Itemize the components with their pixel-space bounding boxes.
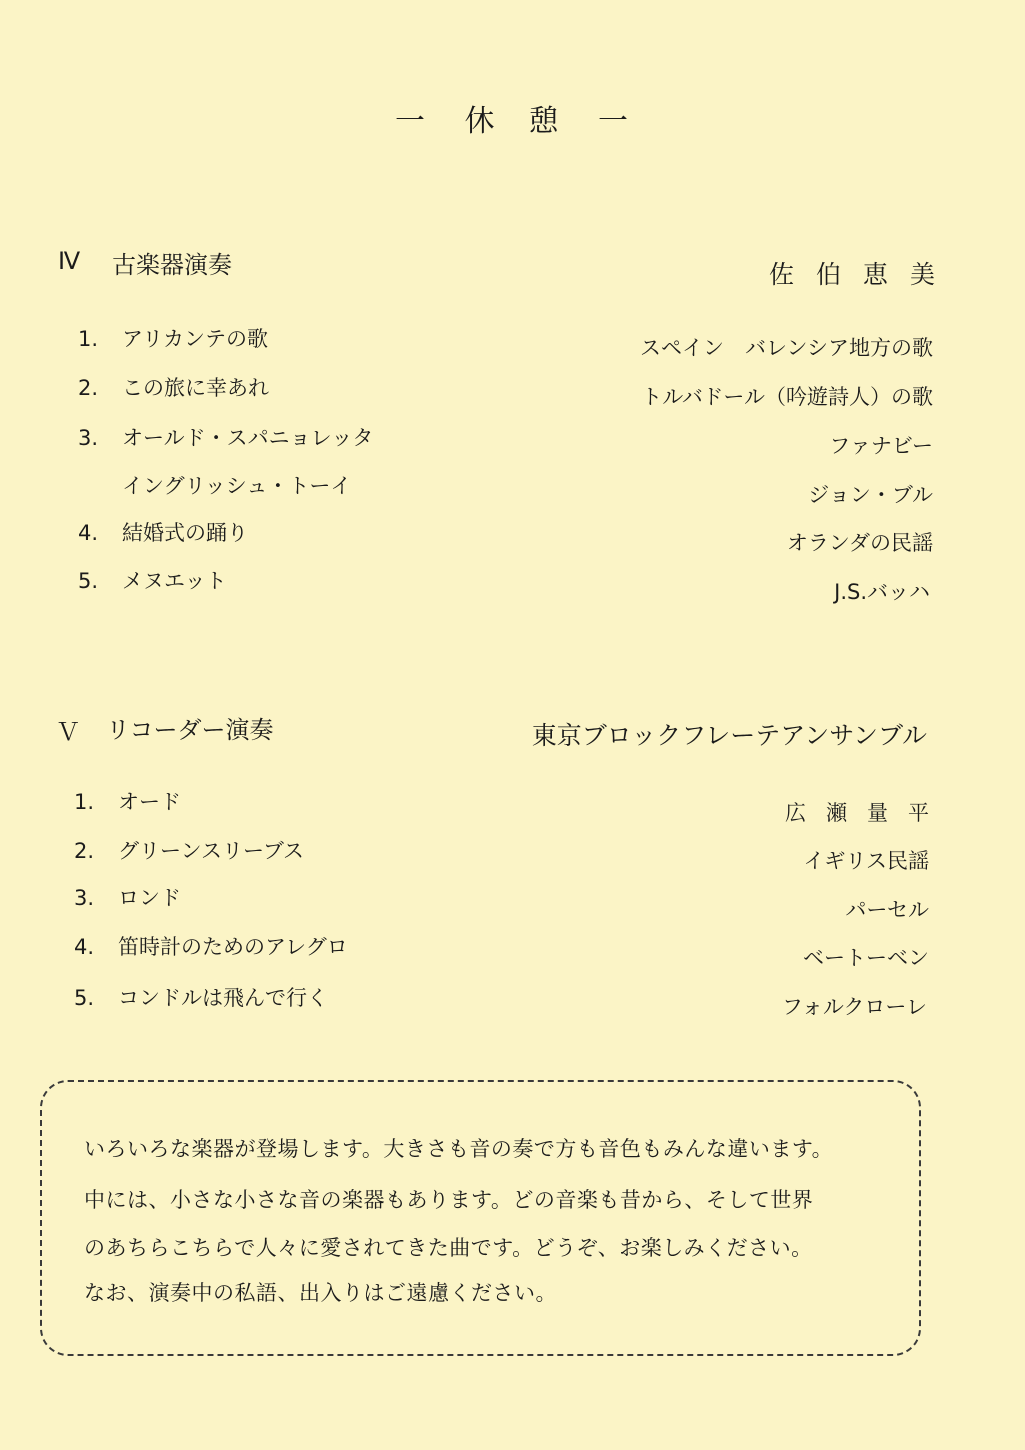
- item-number: 1.: [74, 790, 95, 814]
- program-item: [78, 517, 248, 547]
- item-number: 5.: [74, 986, 95, 1010]
- item-number: 2.: [74, 839, 95, 863]
- program-item: [78, 470, 351, 500]
- notice-line: なお、演奏中の私語、出入りはご遠慮ください。: [84, 1281, 557, 1305]
- item-number: 4.: [74, 935, 95, 959]
- section4-number: Ⅳ: [58, 249, 81, 275]
- program-item: [74, 882, 181, 912]
- item-composer: フォルクローレ: [781, 995, 927, 1019]
- program-item: [78, 323, 268, 353]
- section5-performer: 東京ブロックフレーテアンサンブル: [531, 721, 927, 750]
- item-title: メヌエット: [122, 569, 227, 593]
- item-title: オールド・スパニョレッタ: [122, 426, 374, 450]
- program-item: [78, 565, 227, 595]
- item-composer: 広瀬量平: [785, 801, 949, 825]
- item-composer: ファナビー: [829, 434, 933, 458]
- item-composer: J.S.バッハ: [834, 580, 930, 604]
- item-title: オード: [118, 790, 181, 814]
- item-title: 笛時計のためのアレグロ: [118, 935, 348, 959]
- program-item: [74, 982, 328, 1012]
- item-title: アリカンテの歌: [122, 327, 268, 351]
- item-composer: トルバドール（吟遊詩人）の歌: [641, 385, 933, 409]
- item-number: 2.: [78, 376, 99, 400]
- section4-performer: 佐伯恵美: [768, 260, 957, 289]
- item-composer: パーセル: [845, 898, 929, 922]
- section5-title: リコーダー演奏: [106, 716, 274, 744]
- item-title: コンドルは飛んで行く: [118, 986, 328, 1010]
- section5-number: Ｖ: [56, 720, 80, 746]
- notice-box: [40, 1080, 921, 1356]
- item-composer: ジョン・ブル: [808, 483, 933, 507]
- intermission-heading: 一 休 憩 一: [394, 104, 631, 139]
- item-composer: ベートーベン: [803, 946, 929, 970]
- program-item: [74, 931, 348, 961]
- item-composer: オランダの民謡: [786, 531, 933, 555]
- item-composer: スペイン バレンシア地方の歌: [640, 336, 933, 360]
- item-number: 4.: [78, 521, 99, 545]
- item-number: 3.: [74, 886, 95, 910]
- item-title: イングリッシュ・トーイ: [122, 474, 352, 498]
- item-title: ロンド: [118, 886, 181, 910]
- program-item: [74, 786, 181, 816]
- program-item: [78, 372, 269, 402]
- item-title: 結婚式の踊り: [122, 521, 248, 545]
- notice-line: いろいろな楽器が登場します。大きさも音の奏で方も音色もみんな違います。: [84, 1137, 834, 1161]
- notice-line: 中には、小さな小さな音の楽器もあります。どの音楽も昔から、そして世界: [84, 1188, 814, 1212]
- notice-line: のあちらこちらで人々に愛されてきた曲です。どうぞ、お楽しみください。: [84, 1236, 813, 1260]
- program-item: [74, 835, 304, 865]
- item-number: 3.: [78, 426, 99, 450]
- item-title: グリーンスリーブス: [118, 839, 305, 863]
- item-title: この旅に幸あれ: [122, 376, 269, 400]
- program-item: [78, 422, 373, 452]
- section4-title: 古楽器演奏: [112, 251, 232, 279]
- item-number: 5.: [78, 569, 99, 593]
- item-composer: イギリス民謡: [803, 849, 929, 873]
- item-number: 1.: [78, 327, 99, 351]
